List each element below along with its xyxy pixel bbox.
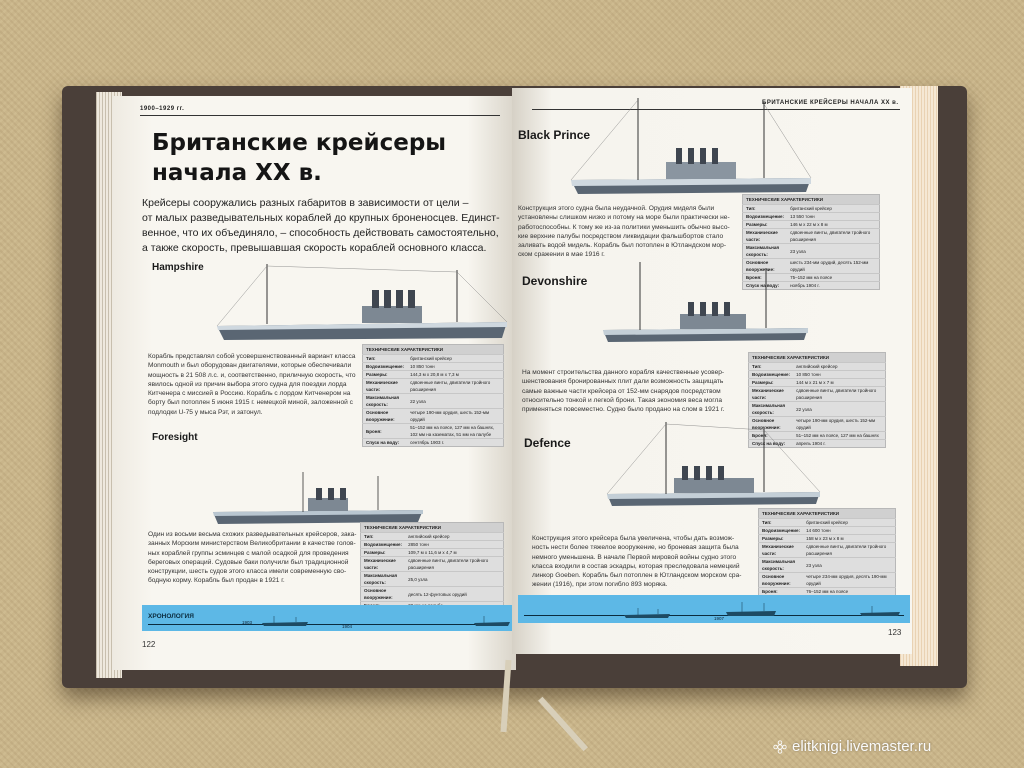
spec-table-hampshire <box>362 344 504 447</box>
bookmark-ribbon <box>538 697 588 752</box>
spec-row: Механические части: сдвоенные винты, двигатели тройного расширения <box>759 543 896 558</box>
text-line: работоспособны. К тому же из-за политики уменьшить обычно высо- <box>518 223 730 231</box>
text-line: явилось одной из причин выбора этого судна для поездки лорда <box>148 380 347 388</box>
text-line: бодную корму. Корабль был продан в 1921 г. <box>148 577 285 585</box>
text-line: Корабль представлял собой усовершенствованный вариант класса <box>148 353 356 360</box>
text-line: класса входили в состав эскадры, которая преследовала немецкий <box>532 562 740 570</box>
text-line: конструкции, шесть судов этого класса имели современную сво- <box>148 568 347 576</box>
text-line: самые важные части крейсера от 152-мм снарядов посредством <box>522 387 721 395</box>
ship-name-black-prince: Black Prince <box>518 128 591 142</box>
spec-table-foresight <box>360 522 504 618</box>
right-page <box>512 88 912 654</box>
spec-row: Механические части: сдвоенные винты, двигатели тройного расширения <box>363 379 504 394</box>
spec-row: Основное вооружение: четыре 234-мм орудия, десять 190-мм орудий <box>759 573 896 588</box>
ship-illustration-black-prince <box>566 96 816 196</box>
spec-title: ТЕХНИЧЕСКИЕ ХАРАКТЕРИСТИКИ <box>759 509 896 519</box>
lead-line: Крейсеры сооружались разных габаритов в зависимости от цели – <box>142 197 469 209</box>
text-line: Конструкция этого судна была неудачной. Орудия миделя были <box>518 205 715 212</box>
text-black-prince <box>518 204 740 260</box>
spec-row: Броня: 76–152 мм на поясе <box>759 588 896 596</box>
spec-row: Максимальная скорость: 23 узла <box>759 558 896 573</box>
text-devonshire <box>522 368 748 414</box>
spec-row: Водоизмещение: 2850 тонн <box>361 541 504 549</box>
text-line: Китченера с миссией в Россию. Корабль с лордом Китченером на <box>148 390 351 398</box>
spec-row: Механические части: сдвоенные винты, двигатели тройного расширения <box>743 229 880 244</box>
spec-row: Тип: британский крейсер <box>759 519 896 527</box>
spec-row: Максимальная скорость: 22 узла <box>749 402 886 417</box>
year-label: 1907 <box>714 616 725 621</box>
year-label: 1903 <box>242 620 253 625</box>
spec-row: Основное вооружение: десять 12-фунтовых орудий <box>361 587 504 602</box>
spec-row: Размеры: 158 м х 23 м х 8 м <box>759 535 896 543</box>
spec-title: ТЕХНИЧЕСКИЕ ХАРАКТЕРИСТИКИ <box>363 345 504 355</box>
spec-row: Спуск на воду: сентябрь 1903 г. <box>363 439 504 447</box>
spec-row: Водоизмещение: 13 550 тонн <box>743 213 880 221</box>
spec-row: Тип: английский крейсер <box>361 533 504 541</box>
watermark-text: elitknigi.livemaster.ru <box>792 738 932 755</box>
spec-row: Размеры: 146 м х 22 м х 8 м <box>743 221 880 229</box>
text-line: береговых операций. Судовые баки получили был традиционной <box>148 558 349 566</box>
text-line: шенствования бронированных плит дали возможность защищать <box>522 378 724 386</box>
text-line: кие верхние палубы посредством ликвидации фальшбортов стало <box>518 232 724 240</box>
timeline-ship-icon <box>472 615 512 627</box>
running-head-right: БРИТАНСКИЕ КРЕЙСЕРЫ НАЧАЛА XX в. <box>762 100 899 106</box>
running-head-left: 1900–1929 гг. <box>140 106 185 112</box>
spec-row: Водоизмещение: 10 850 тонн <box>749 371 886 379</box>
ship-name-hampshire: Hampshire <box>152 262 204 273</box>
spec-row: Водоизмещение: 10 850 тонн <box>363 363 504 371</box>
text-line: ных кораблей группы эсминцев с малой осадкой для проведения <box>148 549 349 557</box>
text-line: линкор Goeben. Корабль был потоплен в Ютландском морском сра- <box>532 572 742 580</box>
timeline-ship-icon <box>858 605 902 617</box>
text-line: ском сражении в мае 1916 г. <box>518 251 605 259</box>
spec-row: Водоизмещение: 14 600 тонн <box>759 527 896 535</box>
year-label: 1904 <box>342 624 353 629</box>
page-title-line1: Британские крейсеры <box>152 130 447 156</box>
text-line: занных Морским министерством Великобритании в качестве голов- <box>148 540 356 548</box>
text-hampshire <box>148 352 358 417</box>
ship-illustration-devonshire <box>600 258 812 344</box>
chronology-bar-right <box>518 595 910 623</box>
lead-line: а также скорость, превышавшая скорость кораблей основного класса. <box>142 242 487 254</box>
text-line: установлены слишком низко и потому на море были практически не- <box>518 214 730 222</box>
spec-row: Броня: 51–152 мм на поясе, 127 мм на башнях, 102 мм на казематах, 51 мм на палубе <box>363 424 504 439</box>
ship-name-foresight: Foresight <box>152 432 198 443</box>
text-line: заливать водой мидель. Корабль был потоплен в Ютландском мор- <box>518 242 727 250</box>
text-line: применяться повсеместно. Судно было продано на слом в 1921 г. <box>522 406 725 414</box>
spec-title: ТЕХНИЧЕСКИЕ ХАРАКТЕРИСТИКИ <box>749 353 886 363</box>
lead-line: венное, что их объединяло, – способность действовать самостоятельно, <box>142 227 499 239</box>
page-title-line2: начала XX в. <box>152 160 322 186</box>
text-line: мощность в 21 508 л.с. и, соответственно, приличную скорость, что <box>148 371 356 379</box>
timeline-rule <box>148 624 508 625</box>
spec-row: Размеры: 144 м х 21 м х 7 м <box>749 379 886 387</box>
left-page <box>112 96 516 670</box>
text-foresight <box>148 530 366 586</box>
timeline-ship-icon <box>724 601 778 617</box>
lead-line: от малых разведывательных кораблей до крупных броненосцев. Единст- <box>142 212 500 224</box>
text-line: На момент строительства данного корабля качественные усовер- <box>522 369 725 376</box>
spec-row: Размеры: 144,3 м х 20,8 м х 7,3 м <box>363 371 504 379</box>
flower-icon <box>773 740 787 754</box>
spec-title: ТЕХНИЧЕСКИЕ ХАРАКТЕРИСТИКИ <box>743 195 880 205</box>
ship-illustration-defence <box>604 418 824 508</box>
timeline-ship-icon <box>622 607 672 619</box>
chronology-label: ХРОНОЛОГИЯ <box>148 613 194 620</box>
text-line: относительно тонкой и легкой брони. Такая экономия веса могла <box>522 396 723 404</box>
spec-row: Броня: 75–152 мм на поясе <box>743 274 880 282</box>
spec-row: Спуск на воду: ноябрь 1904 г. <box>743 282 880 290</box>
text-line: Конструкция этого крейсера была увеличена, чтобы дать возмож- <box>532 535 735 542</box>
spec-table-defence <box>758 508 896 604</box>
page-number-left: 122 <box>142 640 156 649</box>
text-line: жении (1916), при этом погибло 893 моряка. <box>532 581 668 589</box>
spec-row: Спуск на воду: апрель 1904 г. <box>749 440 886 448</box>
spec-row: Основное вооружение: шесть 234-мм орудий, десять 152-мм орудий <box>743 259 880 274</box>
spec-row: Тип: британский крейсер <box>363 355 504 363</box>
lead-paragraph <box>142 196 512 256</box>
text-line: немного уменьшена. В начале Первой мировой войны судно этого <box>532 553 737 561</box>
spec-row: Основное вооружение: четыре 190-мм орудия, шесть 152-мм орудий <box>363 409 504 424</box>
text-line: борту был потоплен 5 июня 1915 г. немецкой миной, заложенной с <box>148 399 353 407</box>
spec-row: Максимальная скорость: 22 узла <box>363 394 504 409</box>
text-line: Один из восьми весьма схожих разведывательных крейсеров, зака- <box>148 531 357 538</box>
ship-name-devonshire: Devonshire <box>522 274 588 288</box>
text-line: подлодки U-75 у мыса Рэт, и затонул. <box>148 408 263 416</box>
header-rule <box>140 115 500 116</box>
ship-illustration-foresight <box>208 462 428 528</box>
spec-row: Максимальная скорость: 23 узла <box>743 244 880 259</box>
text-line: ность нести более тяжелое вооружение, но броневая защита была <box>532 544 739 552</box>
chronology-bar-left <box>142 605 514 631</box>
page-number-right: 123 <box>888 628 902 637</box>
text-line: Monmouth и был оборудован двигателями, которые обеспечивали <box>148 362 352 370</box>
text-defence <box>532 534 764 590</box>
timeline-ship-icon <box>260 615 310 627</box>
spec-row: Максимальная скорость: 25,0 узла <box>361 572 504 587</box>
spec-title: ТЕХНИЧЕСКИЕ ХАРАКТЕРИСТИКИ <box>361 523 504 533</box>
spec-row: Тип: английский крейсер <box>749 363 886 371</box>
spec-row: Тип: британский крейсер <box>743 205 880 213</box>
ship-illustration-hampshire <box>212 256 512 346</box>
ship-name-defence: Defence <box>524 436 571 450</box>
spec-row: Размеры: 109,7 м х 11,6 м х 4,7 м <box>361 549 504 557</box>
spec-row: Броня: 51–152 мм на поясе, 127 мм на башнях <box>749 432 886 440</box>
spec-row: Механические части: сдвоенные винты, двигатели тройного расширения <box>749 387 886 402</box>
spec-row: Основное вооружение: четыре 190-мм орудия, шесть 152-мм орудий <box>749 417 886 432</box>
spec-row: Механические части: сдвоенные винты, двигатели тройного расширения <box>361 557 504 572</box>
